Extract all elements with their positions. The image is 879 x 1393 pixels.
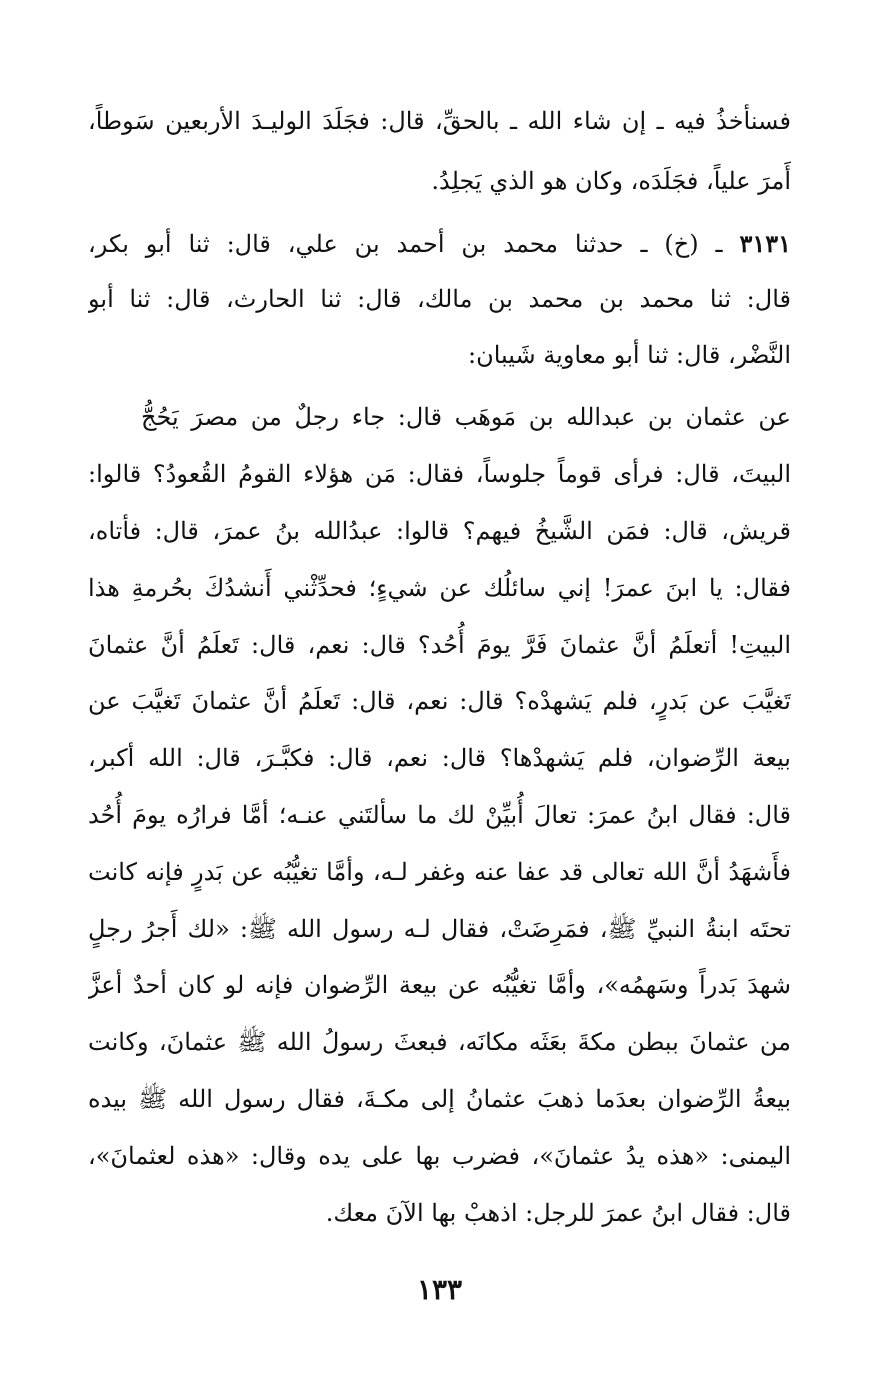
text-line: فقال: يا ابنَ عمرَ! إني سائلُك عن شيءٍ؛ فحدِّثْني أَنشدُكَ بحُرمةِ هذا: [88, 574, 791, 602]
text-line: قال: فقال ابنُ عمرَ: تعالَ أُبيِّنْ لك ما سألتَني عنـه؛ أمَّا فرارُه يومَ أُحُد: [88, 801, 791, 829]
text-line-indented: عن عثمان بن عبدالله بن مَوهَب قال: جاء رجلٌ من مصرَ يَحُجُّ: [141, 403, 791, 431]
text-line: فأَشهَدُ أنَّ الله تعالى قد عفا عنه وغفر لـه، وأمَّا تغيُّبُه عن بَدرٍ فإنه كانت: [88, 858, 791, 886]
hadith-heading-line: [88, 214, 791, 274]
text-line: من عثمانَ ببطن مكةَ بعَثَه مكانَه، فبعثَ رسولُ الله ﷺ عثمانَ، وكانت: [88, 1028, 791, 1056]
text-line: بيعةُ الرِّضوان بعدَما ذهبَ عثمانُ إلى مكـةَ، فقال رسول الله ﷺ بيده: [88, 1085, 791, 1113]
page-number: ١٣٣: [416, 1273, 463, 1306]
text-line: شهدَ بَدراً وسَهمُه»، وأمَّا تغيُّبُه عن بيعة الرِّضوان فإنه لو كان أحدٌ أعزَّ: [88, 971, 791, 999]
text-line: اليمنى: «هذه يدُ عثمانَ»، فضرب بها على يده وقال: «هذه لعثمانَ»،: [88, 1142, 791, 1170]
text-line: تحتَه ابنةُ النبيِّ ﷺ، فمَرِضَتْ، فقال لـه رسول الله ﷺ: «لك أَجرُ رجلٍ: [88, 915, 791, 943]
text-line: النَّضْر، قال: ثنا أبو معاوية شَيبان:: [468, 341, 791, 369]
text-line: قريش، قال: فمَن الشَّيخُ فيهم؟ قالوا: عبدُالله بنُ عمرَ، قال: فأتاه،: [88, 517, 791, 545]
text-line: تَغيَّبَ عن بَدرٍ، فلم يَشهدْه؟ قال: نعم، قال: تَعلَمُ أنَّ عثمانَ تَغيَّبَ عن: [88, 687, 791, 715]
text-line: فسنأخذُ فيه ـ إن شاء الله ـ بالحقِّ، قال: فجَلَدَ الوليـدَ الأربعين سَوطاً،: [88, 107, 791, 135]
text-line: بيعة الرِّضوان، فلم يَشهدْها؟ قال: نعم، قال: فكبَّـرَ، قال: الله أكبر،: [88, 744, 791, 772]
text-line: أَمرَ علياً، فجَلَدَه، وكان هو الذي يَجلِدُ.: [431, 167, 791, 195]
text-line: البيتَ، قال: فرأى قوماً جلوساً، فقال: مَن هؤلاء القومُ القُعودُ؟ قالوا:: [88, 460, 791, 488]
text-line: البيتِ! أتعلَمُ أنَّ عثمانَ فَرَّ يومَ أُحُد؟ قال: نعم، قال: تَعلَمُ أنَّ عثمانَ: [88, 631, 791, 659]
text-line: قال: فقال ابنُ عمرَ للرجل: اذهبْ بها الآنَ معك.: [325, 1199, 791, 1227]
hadith-chain-text: ـ (خ) ـ حدثنا محمد بن أحمد بن علي، قال: ثنا أبو بكر،: [88, 230, 740, 258]
text-line: قال: ثنا محمد بن محمد بن مالك، قال: ثنا الحارث، قال: ثنا أبو: [88, 285, 791, 313]
hadith-number: ٣١٣١: [739, 229, 791, 258]
